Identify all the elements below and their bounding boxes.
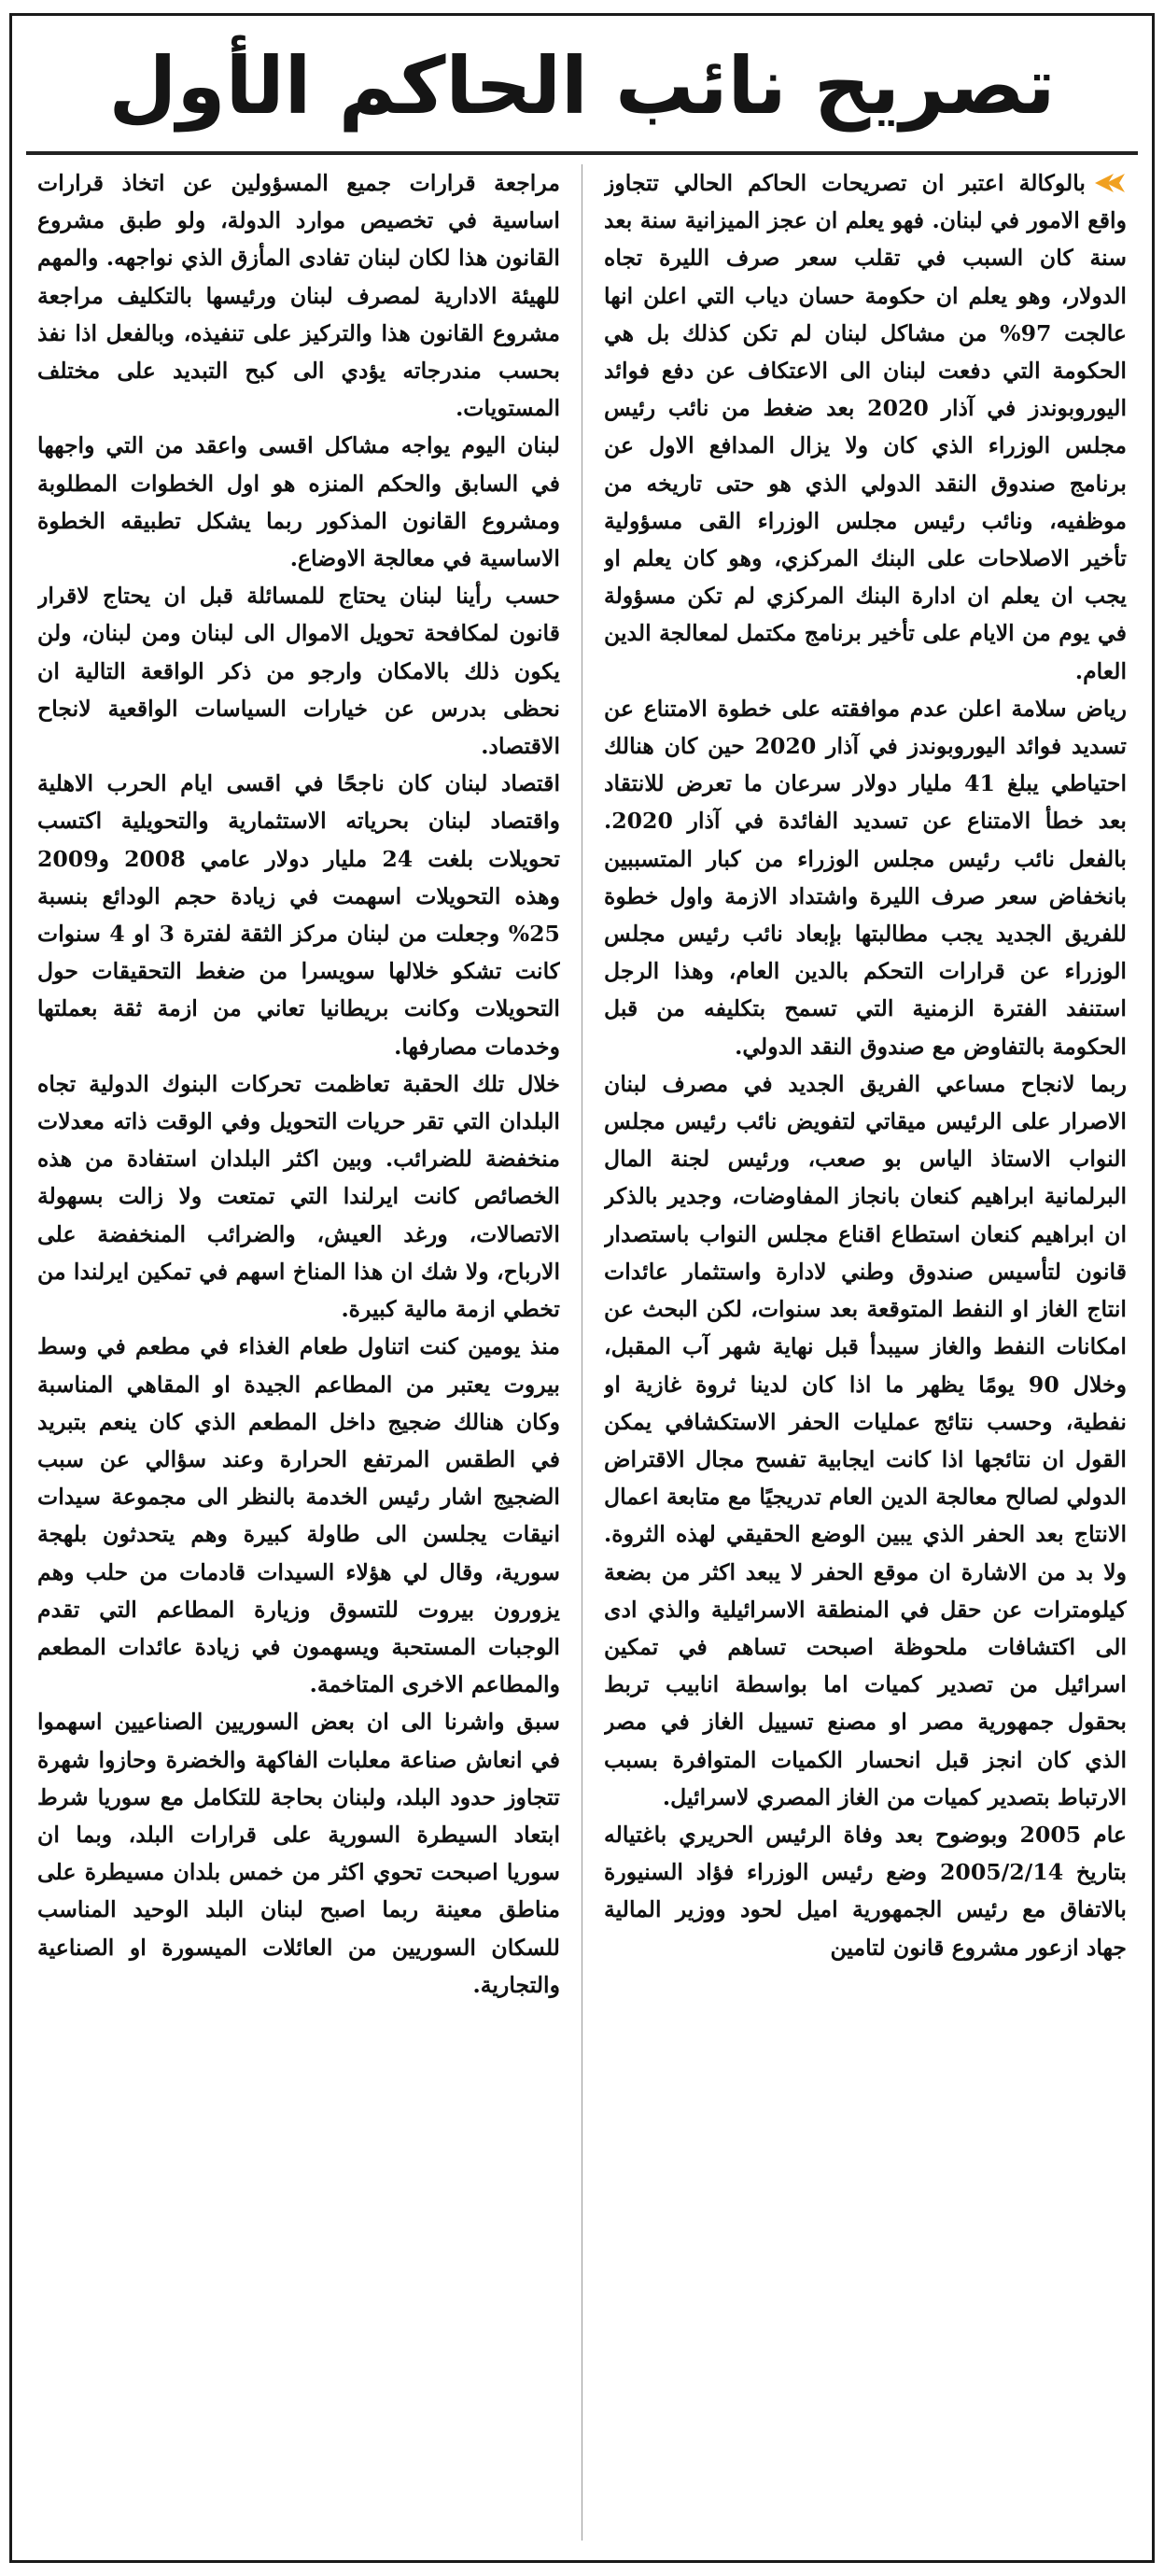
left-paragraph-2: لبنان اليوم يواجه مشاكل اقسى واعقد من التي واجهها في السابق والحكم المنزه هو اول الخطوات المطلوبة ومشروع القانون المذكور ربما يشكل تطبيقه الخطوة الاساسية في معالجة الاوضاع. xyxy=(37,432,560,572)
left-paragraph-4: اقتصاد لبنان كان ناجحًا في اقسى ايام الحرب الاهلية واقتصاد لبنان بحرياته الاستثمارية والتحويلية اكتسب تحويلات بلغت 24 مليار دولار عامي 2008 و2009 وهذه التحويلات اسهمت في زيادة حجم الودائع بنسبة 25% وجعلت من لبنان مركز الثقة لفترة 3 او 4 سنوات كانت تشكو خلالها سويسرا من ضغط التحقيقات حول التحويلات وكانت بريطانيا تعاني من ازمة ثقة بعملتها وخدمات مصارفها. xyxy=(37,770,560,1060)
right-paragraph-4: عام 2005 وبوضوح بعد وفاة الرئيس الحريري باغتياله بتاريخ 2005/2/14 وضع رئيس الوزراء فؤاد السنيورة بالاتفاق مع رئيس الجمهورية اميل لحود ووزير المالية جهاد ازعور مشروع قانون لتامين xyxy=(604,1821,1127,1961)
article-title: تصريح نائب الحاكم الأول xyxy=(108,40,1056,132)
left-paragraph-7: سبق واشرنا الى ان بعض السوريين الصناعيين اسهموا في انعاش صناعة معلبات الفاكهة والخضرة وحازوا شهرة تتجاوز حدود البلد، ولبنان بحاجة للتكامل مع سوريا شرط ابتعاد السيطرة السورية على قرارات البلد، وبما ان سوريا اصبحت تحوي اكثر من خمس بلدان مسيطرة على مناطق معينة ربما اصبح لبنان البلد الوحيد المناسب للسكان السوريين من العائلات الميسورة او الصناعية والتجارية. xyxy=(37,1709,560,1998)
right-column xyxy=(604,164,1127,2541)
right-paragraph-3: ربما لانجاح مساعي الفريق الجديد في مصرف لبنان الاصرار على الرئيس ميقاتي لتفويض نائب رئيس مجلس النواب الاستاذ الياس بو صعب، ورئيس لجنة المال البرلمانية ابراهيم كنعان بانجاز المفاوضات، وجدير بالذكر ان ابراهيم كنعان استطاع اقناع مجلس النواب باستصدار قانون لتأسيس صندوق وطني لادارة واستثمار عائدات انتاج الغاز او النفط المتوقعة بعد سنوات، لكن البحث عن امكانات النفط والغاز سيبدأ قبل نهاية شهر آب المقبل، وخلال 90 يومًا يظهر ما اذا كان لدينا ثروة غازية او نفطية، وحسب نتائج عمليات الحفر الاستكشافي يمكن القول ان نتائجها اذا كانت ايجابية تفسح مجال الاقتراض الدولي لصالح معالجة الدين العام تدريجيًا مع متابعة اعمال الانتاج بعد الحفر الذي يبين الوضع الحقيقي لهذه الثروة. ولا بد من الاشارة ان موقع الحفر لا يبعد اكثر من بضعة كيلومترات عن حقل في المنطقة الاسرائيلية والذي ادى الى اكتشافات ملحوظة اصبحت تساهم في تمكين اسرائيل من تصدير كميات اما بواسطة انابيب تربط بحقول جمهورية مصر او مصنع تسييل الغاز في مصر الذي كان انجز قبل انحسار الكميات المتوافرة بسبب الارتباط بتصدير كميات من الغاز المصري لاسرائيل. xyxy=(604,1070,1127,1810)
right-paragraph-1 xyxy=(604,164,1127,690)
left-paragraph-1: مراجعة قرارات جميع المسؤولين عن اتخاذ قرارات اساسية في تخصيص موارد الدولة، ولو طبق مشروع القانون هذا لكان لبنان تفادى المأزق الذي نواجهه. والمهم للهيئة الادارية لمصرف لبنان ورئيسها بالتكليف مراجعة مشروع القانون هذا والتركيز على تنفيذه، وبالفعل اذا نفذ بحسب مندرجاته يؤدي الى كبح التبديد على مختلف المستويات. xyxy=(37,170,560,422)
left-paragraph-6: منذ يومين كنت اتناول طعام الغذاء في مطعم في وسط بيروت يعتبر من المطاعم الجيدة او المقاهي المناسبة وكان هنالك ضجيج داخل المطعم الذي كان ينعم بتبريد في الطقس المرتفع الحرارة وعند سؤالي عن سبب الضجيج اشار رئيس الخدمة بالنظر الى مجموعة سيدات انيقات يجلسن الى طاولة كبيرة وهم يتحدثون بلهجة سورية، وقال لي هؤلاء السيدات قادمات من حلب وهم يزورون بيروت للتسوق وزيارة المطاعم التي تقدم الوجبات المستحبة ويسهمون في زيادة عائدات المطعم والمطاعم الاخرى المتاخمة. xyxy=(37,1333,560,1698)
left-paragraph-3: حسب رأينا لبنان يحتاج للمسائلة قبل ان يحتاج لاقرار قانون لمكافحة تحويل الاموال الى لبنان ومن لبنان، ولن يكون ذلك بالامكان وارجو من ذكر الواقعة التالية ان نحظى بدرس عن خيارات السياسات الواقعية لانجاح الاقتصاد. xyxy=(37,583,560,760)
orange-arrow-icon xyxy=(1095,166,1127,185)
left-column xyxy=(37,164,560,2541)
title-rule xyxy=(26,151,1138,155)
right-paragraph-1-text: بالوكالة اعتبر ان تصريحات الحاكم الحالي تتجاوز واقع الامور في لبنان. فهو يعلم ان عجز الميزانية سنة بعد سنة كان السبب في تقلب سعر صرف الليرة تجاه الدولار، وهو يعلم ان حكومة حسان دياب التي اعلن انها عالجت 97% من مشاكل لبنان لم تكن كذلك بل هي الحكومة التي دفعت لبنان الى الاعتكاف عن دفع فوائد اليوروبوندز في آذار 2020 بعد ضغط من نائب رئيس مجلس الوزراء الذي كان ولا يزال المدافع الاول عن برنامج صندوق النقد الدولي الذي هو حتى تاريخه من موظفيه، ونائب رئيس مجلس الوزراء القى مسؤولية تأخير الاصلاحات على البنك المركزي، وهو كان يعلم او يجب ان يعلم ان ادارة البنك المركزي لم تكن مسؤولة في يوم من الايام على تأخير برنامج مكتمل لمعالجة الدين العام. xyxy=(604,170,1127,684)
left-paragraph-5: خلال تلك الحقبة تعاظمت تحركات البنوك الدولية تجاه البلدان التي تقر حريات التحويل وفي الوقت ذاته معدلات منخفضة للضرائب. وبين اكثر البلدان استفادة من هذه الخصائص كانت ايرلندا التي تمتعت ولا زالت بسهولة الاتصالات، ورغد العيش، والضرائب المنخفضة على الارباح، ولا شك ان هذا المناخ اسهم في تمكين ايرلندا من تخطي ازمة مالية كبيرة. xyxy=(37,1070,560,1323)
right-paragraph-2: رياض سلامة اعلن عدم موافقته على خطوة الامتناع عن تسديد فوائد اليوروبوندز في آذار 2020 حين كان هنالك احتياطي يبلغ 41 مليار دولار سرعان ما تعرض للانتقاد بعد خطأ الامتناع عن تسديد الفائدة في آذار 2020. بالفعل نائب رئيس مجلس الوزراء من كبار المتسببين بانخفاض سعر صرف الليرة واشتداد الازمة واول خطوة للفريق الجديد يجب مطالبتها بإبعاد نائب رئيس مجلس الوزراء عن قرارات التحكم بالدين العام، وهذا الرجل استنفد الفترة الزمنية التي تسمح بتكليفه من قبل الحكومة بالتفاوض مع صندوق النقد الدولي. xyxy=(604,695,1127,1060)
